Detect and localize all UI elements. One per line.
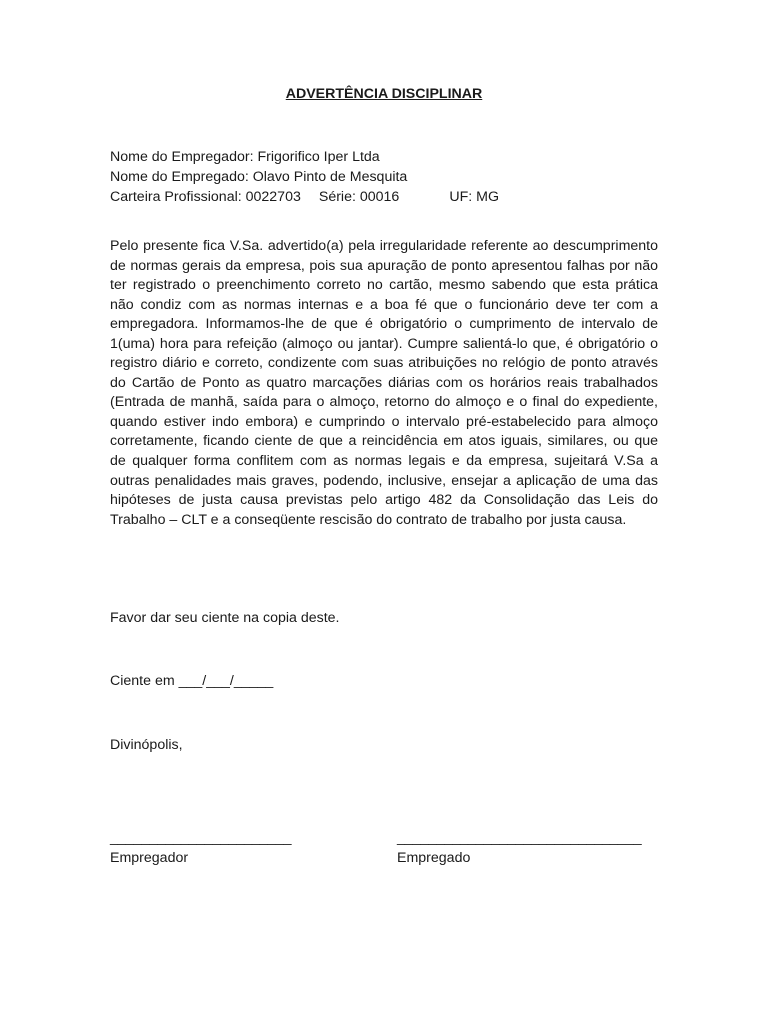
acknowledge-request: Favor dar seu ciente na copia deste. <box>110 610 340 626</box>
employer-signature <box>110 828 291 868</box>
header-info <box>110 147 670 207</box>
employer-signature-line: _______________________ <box>110 830 292 846</box>
work-card-series: Série: 00016 <box>318 189 400 205</box>
document-title: ADVERTÊNCIA DISCIPLINAR <box>285 86 483 102</box>
acknowledge-date: Ciente em ___/___/_____ <box>110 673 274 689</box>
work-card-info <box>110 187 670 207</box>
work-card-state: UF: MG <box>449 189 499 205</box>
city-line: Divinópolis, <box>110 737 183 753</box>
employer-signature-label: Empregador <box>110 850 189 866</box>
employee-name: Nome do Empregado: Olavo Pinto de Mesquita <box>110 169 408 185</box>
employer-name: Nome do Empregador: Frigorifico Iper Ltda <box>110 149 380 165</box>
employee-signature <box>397 828 642 868</box>
warning-body: Pelo presente fica V.Sa. advertido(a) pela irregularidade referente ao descumprimento de normas gerais da empresa, pois sua apuração de ponto apresentou falhas por não ter registrado o preenchimento correto no cartão, mesmo sabendo que esta prática não condiz com as normas internas e a boa fé que o funcionário deve ter com a empregadora. Informamos-lhe de que é obrigatório o cumprimento de intervalo de 1(uma) hora para refeição (almoço ou jantar). Cumpre salientá-lo que, é obrigatório o registro diário e correto, condizente com suas atribuições no relógio de ponto através do Cartão de Ponto as quatro marcações diárias com os horários reais trabalhados (Entrada de manhã, saída para o almoço, retorno do almoço e o final do expediente, quando estiver indo embora) e cumprindo o intervalo pré-estabelecido para almoço corretamente, ficando ciente de que a reincidência em atos iguais, similares, ou que de qualquer forma conflitem com as normas legais e da empresa, sujeitará V.Sa a outras penalidades mais graves, podendo, inclusive, ensejar a aplicação de uma das hipóteses de justa causa previstas pelo artigo 482 da Consolidação das Leis do Trabalho – CLT e a conseqüente rescisão do contrato de trabalho por justa causa. <box>110 238 658 528</box>
employee-signature-line: _______________________________ <box>397 830 642 846</box>
employee-signature-label: Empregado <box>397 850 471 866</box>
work-card-number: Carteira Profissional: 0022703 <box>110 189 301 205</box>
